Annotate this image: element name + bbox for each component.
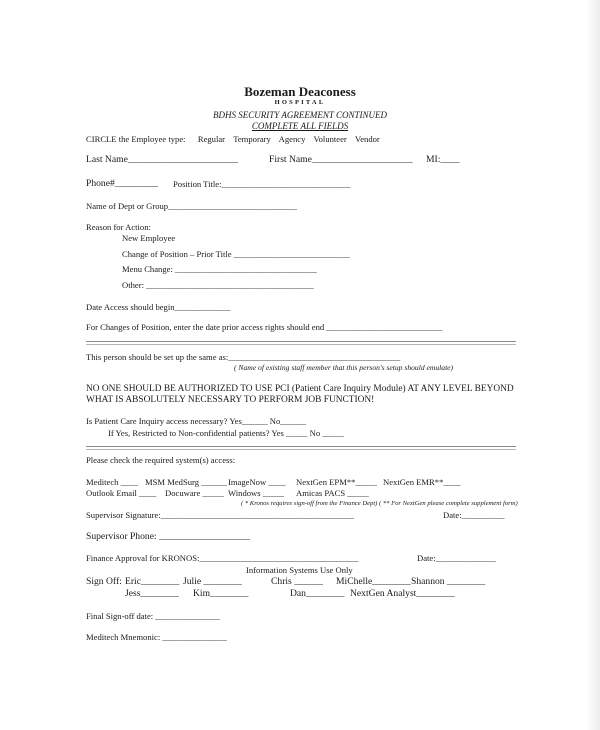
finance-approval-field[interactable]: Finance Approval for KRONOS:_____________________________________ xyxy=(86,553,359,563)
signoff-michelle[interactable]: MiChelle________ xyxy=(336,576,411,587)
employee-type-volunteer[interactable]: Volunteer xyxy=(313,134,347,144)
reason-label: Reason for Action: xyxy=(86,222,151,232)
form-instruction: COMPLETE ALL FIELDS xyxy=(251,121,349,131)
employee-type-vendor[interactable]: Vendor xyxy=(354,134,380,144)
is-use-only-title: Information Systems Use Only xyxy=(246,565,353,575)
divider xyxy=(86,341,516,342)
system-msm-medsurg[interactable]: MSM MedSurg ______ xyxy=(145,477,227,487)
finance-date-field[interactable]: Date:______________ xyxy=(417,553,496,563)
system-windows[interactable]: Windows _____ xyxy=(228,488,285,498)
reason-change-position[interactable]: Change of Position – Prior Title ___________________________ xyxy=(122,249,350,259)
signoff-chris[interactable]: Chris ______ xyxy=(271,576,323,587)
position-change-end-date-field[interactable]: For Changes of Position, enter the date prior access rights should end ___________________________ xyxy=(86,322,443,332)
signoff-kim[interactable]: Kim________ xyxy=(193,588,249,599)
signoff-shannon[interactable]: Shannon ________ xyxy=(411,576,486,587)
dept-field[interactable]: Name of Dept or Group______________________________ xyxy=(86,201,298,211)
last-name-field[interactable]: Last Name_______________________ xyxy=(86,154,239,165)
signoff-nextgen-analyst[interactable]: NextGen Analyst________ xyxy=(350,588,455,599)
supervisor-signature-field[interactable]: Supervisor Signature:_____________________________________________ xyxy=(86,510,355,520)
employee-type-temporary[interactable]: Temporary xyxy=(233,134,271,144)
divider xyxy=(86,344,516,345)
system-docuware[interactable]: Docuware _____ xyxy=(165,488,224,498)
hospital-name: Bozeman Deaconess xyxy=(244,84,356,99)
system-imagenow[interactable]: ImageNow ____ xyxy=(228,477,286,487)
same-as-field[interactable]: This person should be set up the same as:________________________________________ xyxy=(86,352,401,362)
supervisor-date-field[interactable]: Date:__________ xyxy=(443,510,505,520)
final-signoff-date-field[interactable]: Final Sign-off date: _______________ xyxy=(86,611,220,621)
hospital-subtitle: HOSPITAL xyxy=(274,99,326,106)
system-outlook-email[interactable]: Outlook Email ____ xyxy=(86,488,157,498)
system-amicas-pacs[interactable]: Amicas PACS _____ xyxy=(296,488,369,498)
system-nextgen-emr[interactable]: NextGen EMR**____ xyxy=(383,477,461,487)
signoff-label: Sign Off: xyxy=(86,576,122,587)
position-title-field[interactable]: Position Title:______________________________ xyxy=(173,179,351,189)
pci-warning-line1: NO ONE SHOULD BE AUTHORIZED TO USE PCI (Patient Care Inquiry Module) AT ANY LEVEL BEYOND xyxy=(86,384,514,394)
pci-warning-line2: WHAT IS ABSOLUTELY NECESSARY TO PERFORM JOB FUNCTION! xyxy=(86,395,375,405)
reason-menu-change[interactable]: Menu Change: _________________________________ xyxy=(122,264,317,274)
supervisor-phone-field[interactable]: Supervisor Phone: ___________________ xyxy=(86,531,251,542)
date-access-field[interactable]: Date Access should begin_____________ xyxy=(86,302,231,312)
form-title: BDHS SECURITY AGREEMENT CONTINUED xyxy=(213,110,387,120)
system-meditech[interactable]: Meditech ____ xyxy=(86,477,138,487)
signoff-jess[interactable]: Jess________ xyxy=(125,588,179,599)
system-nextgen-epm[interactable]: NextGen EPM**_____ xyxy=(296,477,377,487)
pci-access-question[interactable]: Is Patient Care Inquiry access necessary? Yes______ No______ xyxy=(86,416,307,426)
employee-type-label: CIRCLE the Employee type: xyxy=(86,134,186,144)
signoff-julie[interactable]: Julie ________ xyxy=(183,576,242,587)
same-as-note: ( Name of existing staff member that this person's setup should emulate) xyxy=(234,363,454,372)
employee-type-agency[interactable]: Agency xyxy=(278,134,306,144)
reason-other[interactable]: Other: _______________________________________ xyxy=(122,280,314,290)
reason-new-employee[interactable]: New Employee xyxy=(122,233,176,243)
systems-label: Please check the required system(s) access: xyxy=(86,455,236,465)
pci-restricted-question[interactable]: If Yes, Restricted to Non-confidential patients? Yes _____ No _____ xyxy=(108,428,344,438)
systems-footnote: ( * Kronos requires sign-off from the Finance Dept) ( ** For NextGen please complete supplement form) xyxy=(241,500,518,507)
first-name-field[interactable]: First Name_____________________ xyxy=(269,154,413,165)
employee-type-regular[interactable]: Regular xyxy=(197,134,226,144)
meditech-mnemonic-field[interactable]: Meditech Mnemonic: _______________ xyxy=(86,632,227,642)
signoff-dan[interactable]: Dan________ xyxy=(290,588,345,599)
middle-initial-field[interactable]: MI:____ xyxy=(426,154,460,165)
signoff-eric[interactable]: Eric________ xyxy=(125,576,180,587)
divider xyxy=(86,446,516,447)
divider xyxy=(86,449,516,450)
employee-type-row xyxy=(86,134,380,144)
phone-field[interactable]: Phone#_________ xyxy=(86,178,158,189)
